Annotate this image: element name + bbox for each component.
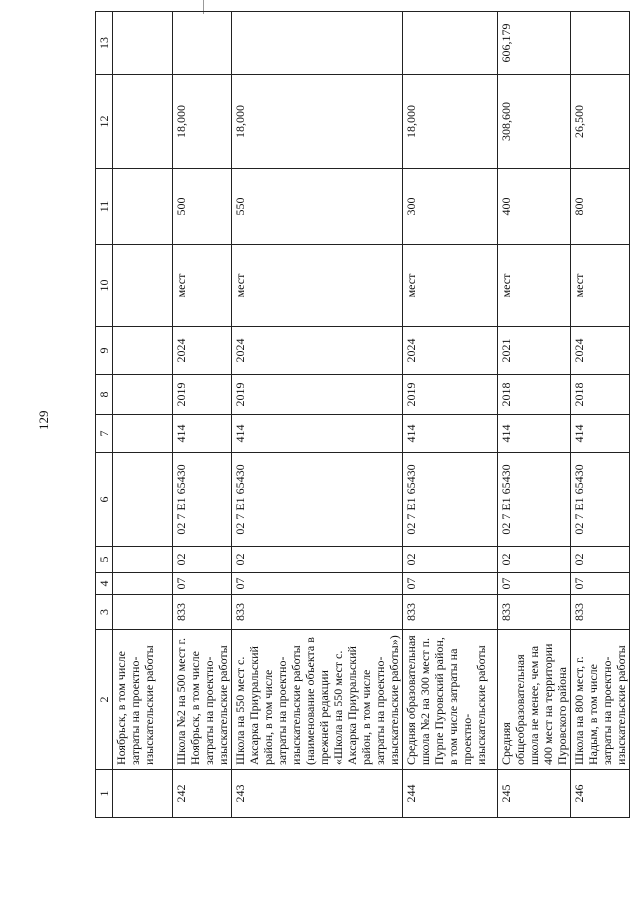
table-row	[403, 12, 498, 818]
cell-col9: 2024	[403, 327, 498, 375]
cell-col4: 07	[498, 573, 571, 595]
cell-col8: 2019	[232, 375, 403, 415]
cell-col7: 414	[403, 415, 498, 453]
cell-col11	[113, 169, 173, 245]
table-row	[571, 12, 630, 818]
column-header: 7	[96, 415, 113, 453]
object-name-cell: Школа на 550 мест с. Аксарка Приуральский район, в том числе затраты на проектно-изыскательские работы (наименование объекта в прежней редакции «Школа на 550 мест с. Аксарка Приуральский район, в том числе затраты на проектно-изыскательские работы»)	[232, 630, 403, 770]
cell-col8: 2018	[498, 375, 571, 415]
cell-col9: 2021	[498, 327, 571, 375]
cell-col3: 833	[173, 595, 232, 630]
cell-col6: 02 7 Е1 65430	[232, 453, 403, 547]
column-header: 11	[96, 169, 113, 245]
cell-col8: 2019	[403, 375, 498, 415]
cell-col9: 2024	[571, 327, 630, 375]
cell-col10: мест	[173, 245, 232, 327]
cell-col3: 833	[571, 595, 630, 630]
column-header: 8	[96, 375, 113, 415]
column-header: 9	[96, 327, 113, 375]
cell-col5: 02	[173, 547, 232, 573]
cell-col9	[113, 327, 173, 375]
cell-col4	[113, 573, 173, 595]
cell-col13	[571, 12, 630, 75]
cell-col12: 18,000	[232, 75, 403, 169]
column-header: 12	[96, 75, 113, 169]
cell-col4: 07	[571, 573, 630, 595]
column-header: 10	[96, 245, 113, 327]
column-header: 5	[96, 547, 113, 573]
cell-col8	[113, 375, 173, 415]
cell-col4: 07	[173, 573, 232, 595]
cell-col10: мест	[498, 245, 571, 327]
cell-col4: 07	[403, 573, 498, 595]
cell-col11: 800	[571, 169, 630, 245]
table-row	[232, 12, 403, 818]
object-name-cell: Средняя общеобразовательная школа не менее, чем на 400 мест на территории Пуровского района	[498, 630, 571, 770]
cell-col5: 02	[571, 547, 630, 573]
cell-col12: 308,600	[498, 75, 571, 169]
cell-col6: 02 7 Е1 65430	[173, 453, 232, 547]
row-number-cell: 246	[571, 770, 630, 818]
column-header: 2	[96, 630, 113, 770]
cell-col12: 18,000	[403, 75, 498, 169]
cell-col11: 500	[173, 169, 232, 245]
cell-col8: 2019	[173, 375, 232, 415]
column-header: 1	[96, 770, 113, 818]
cell-col13	[403, 12, 498, 75]
cell-col12	[113, 75, 173, 169]
cell-col5: 02	[498, 547, 571, 573]
cell-col10: мест	[571, 245, 630, 327]
cell-col10: мест	[403, 245, 498, 327]
cell-col13: 606,179	[498, 12, 571, 75]
cell-col12: 26,500	[571, 75, 630, 169]
column-number-row	[96, 12, 113, 818]
cell-col11: 300	[403, 169, 498, 245]
cell-col11: 400	[498, 169, 571, 245]
cell-col5: 02	[232, 547, 403, 573]
column-header: 4	[96, 573, 113, 595]
cell-col7: 414	[232, 415, 403, 453]
cell-col13	[113, 12, 173, 75]
table-row	[498, 12, 571, 818]
cell-col7: 414	[498, 415, 571, 453]
row-number-cell: 245	[498, 770, 571, 818]
cell-col5	[113, 547, 173, 573]
cell-col8: 2018	[571, 375, 630, 415]
row-number-cell: 242	[173, 770, 232, 818]
cell-col7: 414	[173, 415, 232, 453]
cell-col7	[113, 415, 173, 453]
cell-col12: 18,000	[173, 75, 232, 169]
column-header: 13	[96, 12, 113, 75]
row-number-cell: 244	[403, 770, 498, 818]
object-name-cell: Ноябрьск, в том числе затраты на проектно-изыскательские работы	[113, 630, 173, 770]
cell-col3: 833	[403, 595, 498, 630]
cell-col10	[113, 245, 173, 327]
cell-col9: 2024	[232, 327, 403, 375]
cell-col3	[113, 595, 173, 630]
column-header: 3	[96, 595, 113, 630]
cell-col3: 833	[498, 595, 571, 630]
cell-col5: 02	[403, 547, 498, 573]
cell-col7: 414	[571, 415, 630, 453]
cell-col6: 02 7 Е1 65430	[498, 453, 571, 547]
cell-col4: 07	[232, 573, 403, 595]
object-name-cell: Школа №2 на 500 мест г. Ноябрьск, в том числе затраты на проектно-изыскательские работы	[173, 630, 232, 770]
cell-col3: 833	[232, 595, 403, 630]
object-name-cell: Средняя образовательная школа №2 на 300 мест п. Пурпе Пуровский район, в том числе затраты на проектно-изыскательские работы	[403, 630, 498, 770]
row-number-cell	[113, 770, 173, 818]
cell-col10: мест	[232, 245, 403, 327]
page-number: 129	[36, 410, 51, 430]
table-row	[173, 12, 232, 818]
row-number-cell: 243	[232, 770, 403, 818]
cell-col13	[173, 12, 232, 75]
column-header: 6	[96, 453, 113, 547]
rotated-table-container	[95, 13, 628, 818]
table-row	[113, 12, 173, 818]
cell-col11: 550	[232, 169, 403, 245]
object-name-cell: Школа на 800 мест, г. Надым, в том числе затраты на проектно-изыскательские работы	[571, 630, 630, 770]
cell-col6	[113, 453, 173, 547]
cell-col6: 02 7 Е1 65430	[571, 453, 630, 547]
budget-table	[95, 11, 630, 818]
cell-col13	[232, 12, 403, 75]
cell-col6: 02 7 Е1 65430	[403, 453, 498, 547]
cell-col9: 2024	[173, 327, 232, 375]
